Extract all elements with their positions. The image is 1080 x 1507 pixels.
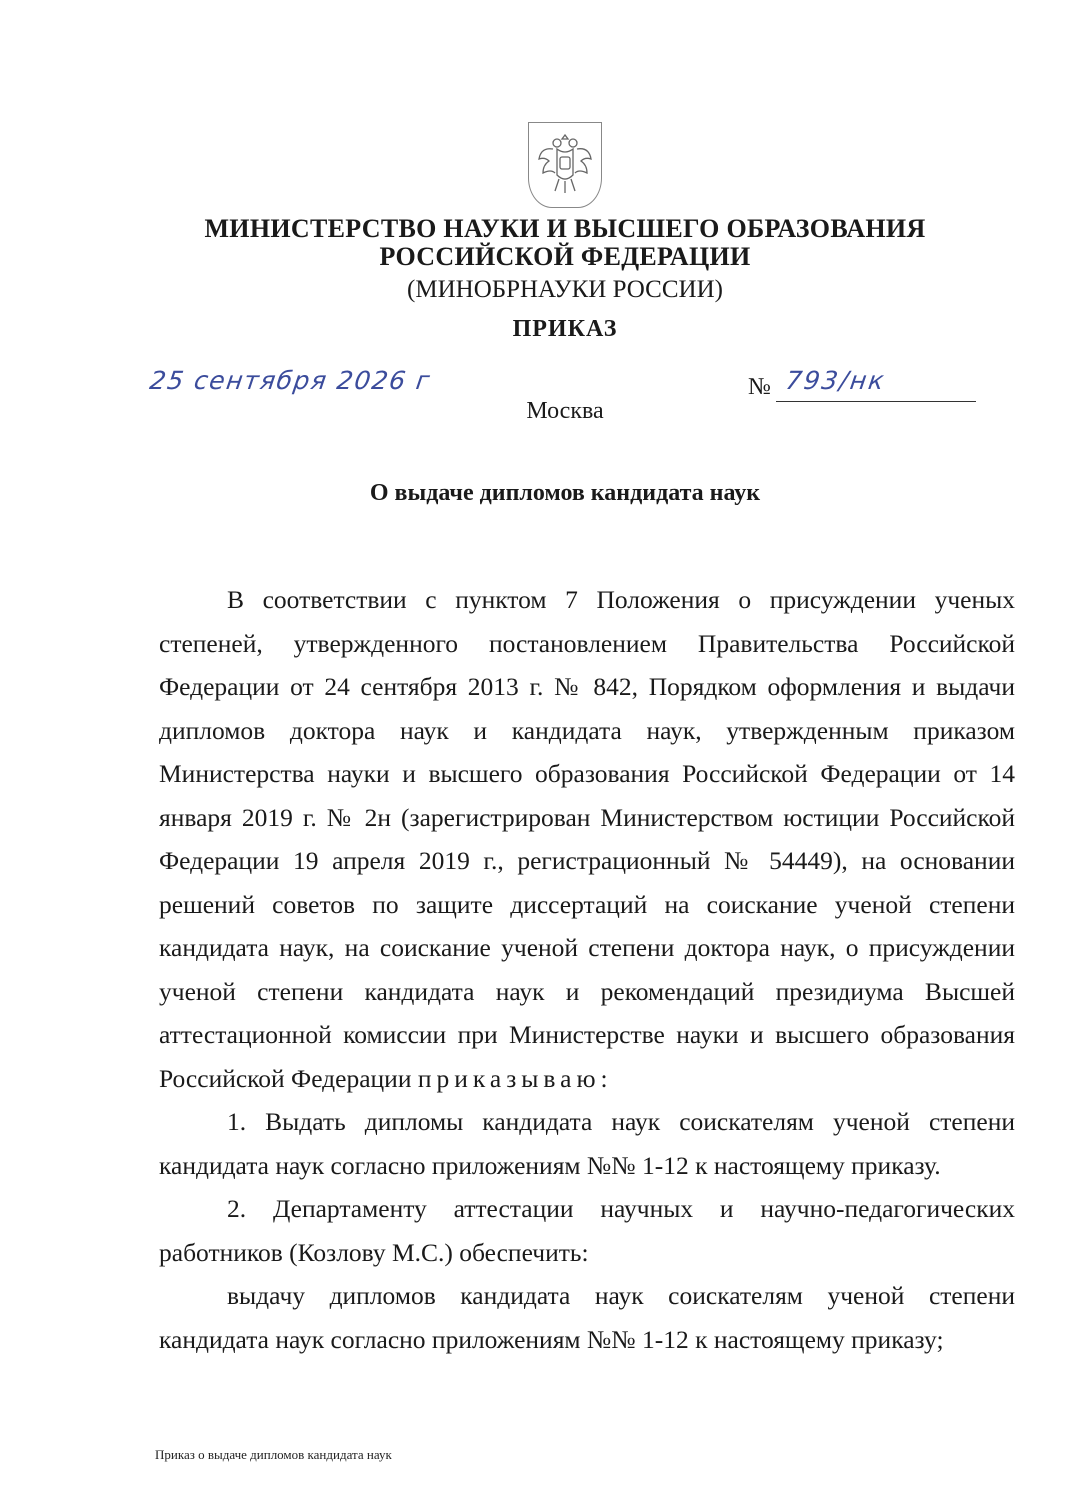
directive-word: приказываю: bbox=[417, 1063, 613, 1093]
ministry-name-line1: МИНИСТЕРСТВО НАУКИ И ВЫСШЕГО ОБРАЗОВАНИЯ bbox=[204, 214, 926, 243]
item-1: 1. Выдать дипломы кандидата наук соискателям ученой степени кандидата наук согласно приложениям №№ 1-12 к настоящему приказу. bbox=[159, 1107, 1015, 1180]
order-subject: О выдаче дипломов кандидата наук bbox=[369, 480, 761, 506]
document-type: ПРИКАЗ bbox=[512, 316, 618, 342]
handwritten-order-number: 793/нк bbox=[783, 366, 888, 395]
item-2-subitem: выдачу дипломов кандидата наук соискателям ученой степени кандидата наук согласно приложениям №№ 1-12 к настоящему приказу; bbox=[159, 1281, 1015, 1354]
ministry-name-line2: РОССИЙСКОЙ ФЕДЕРАЦИИ bbox=[379, 242, 751, 271]
ministry-short-name: (МИНОБРНАУКИ РОССИИ) bbox=[407, 276, 723, 303]
coat-of-arms-icon bbox=[528, 122, 602, 208]
preamble-text: В соответствии с пунктом 7 Положения о присуждении ученых степеней, утвержденного постановлением Правительства Российской Федерации от 24 сентября 2013 г. № 842, Порядком оформления и выдачи дипломов доктора наук и кандидата наук, утвержденным приказом Министерства науки и высшего образования Российской Федерации от 14 января 2019 г. № 2н (зарегистрирован Министерством юстиции Российской Федерации 19 апреля 2019 г., регистрационный № 54449), на основании решений советов по защите диссертаций на соискание ученой степени кандидата наук, на соискание ученой степени доктора наук, о присуждении ученой степени кандидата наук и рекомендаций президиума Высшей аттестационной комиссии при Министерстве науки и высшего образования Российской Федерации bbox=[159, 585, 1015, 1093]
double-headed-eagle-icon bbox=[535, 129, 595, 201]
page-footer: Приказ о выдаче дипломов кандидата наук bbox=[155, 1447, 392, 1462]
preamble-paragraph bbox=[159, 578, 1015, 1100]
number-sign: № bbox=[748, 374, 771, 400]
item-2: 2. Департаменту аттестации научных и научно-педагогических работников (Козлову М.С.) обеспечить: bbox=[159, 1194, 1015, 1267]
order-body bbox=[159, 578, 1015, 1361]
city: Москва bbox=[526, 398, 604, 424]
handwritten-date: 25 сентября 2026 г bbox=[147, 366, 433, 395]
